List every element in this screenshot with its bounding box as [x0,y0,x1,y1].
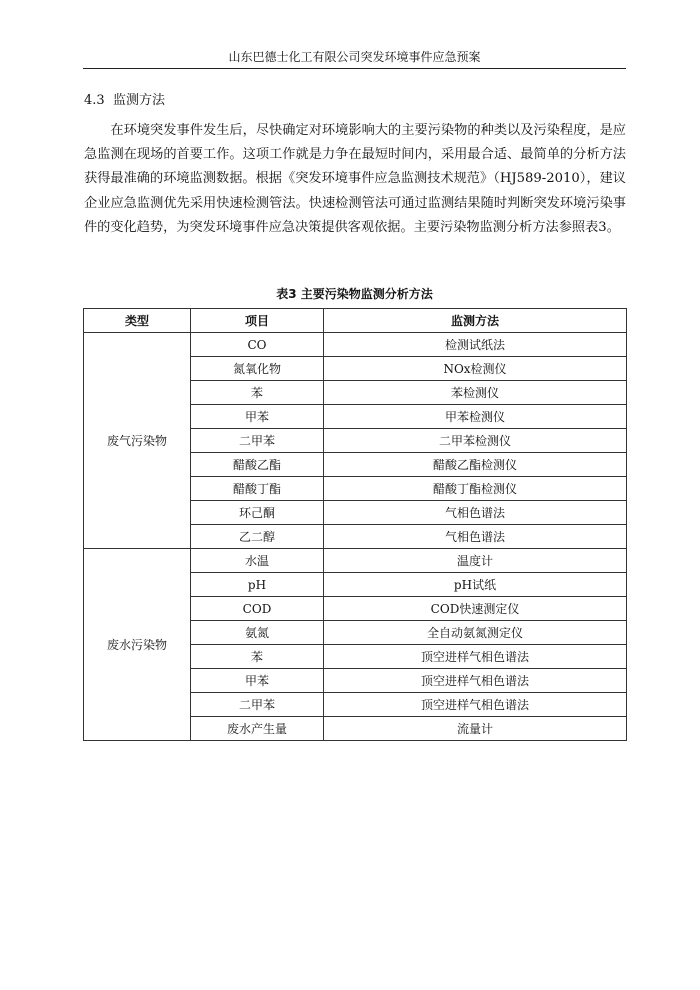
method-cell: 顶空进样气相色谱法 [324,693,627,717]
item-cell: 醋酸乙酯 [191,453,324,477]
section-heading [84,91,165,111]
method-cell: NOx检测仪 [324,357,627,381]
method-cell: 流量计 [324,717,627,741]
method-cell: 顶空进样气相色谱法 [324,669,627,693]
item-cell: 氮氧化物 [191,357,324,381]
column-header-type: 类型 [84,309,191,333]
column-header-item: 项目 [191,309,324,333]
item-cell: 甲苯 [191,405,324,429]
table-header-row [84,309,627,333]
method-cell: pH试纸 [324,573,627,597]
item-cell: 乙二醇 [191,525,324,549]
table-row [84,333,627,357]
item-cell: 甲苯 [191,669,324,693]
item-cell: 氨氮 [191,621,324,645]
item-cell: 废水产生量 [191,717,324,741]
method-cell: 二甲苯检测仪 [324,429,627,453]
method-cell: 全自动氨氮测定仪 [324,621,627,645]
item-cell: 醋酸丁酯 [191,477,324,501]
item-cell: 环己酮 [191,501,324,525]
group-type-cell: 废水污染物 [84,549,191,741]
table-caption: 表3 主要污染物监测分析方法 [276,287,433,301]
method-cell: 检测试纸法 [324,333,627,357]
monitoring-methods-table [83,308,627,741]
body-paragraph: 在环境突发事件发生后，尽快确定对环境影响大的主要污染物的种类以及污染程度，是应急监测在现场的首要工作。这项工作就是力争在最短时间内，采用最合适、最简单的分析方法获得最准确的环境监测数据。根据《突发环境事件应急监测技术规范》（HJ589-2010），建议企业应急监测优先采用快速检测管法。快速检测管法可通过监测结果随时判断突发环境污染事件的变化趋势，为突发环境事件应急决策提供客观依据。主要污染物监测分析方法参照表3。 [84,123,626,235]
group-type-cell: 废气污染物 [84,333,191,549]
method-cell: 甲苯检测仪 [324,405,627,429]
item-cell: CO [191,333,324,357]
method-cell: 醋酸丁酯检测仪 [324,477,627,501]
item-cell: 水温 [191,549,324,573]
item-cell: 苯 [191,381,324,405]
method-cell: COD快速测定仪 [324,597,627,621]
item-cell: COD [191,597,324,621]
method-cell: 温度计 [324,549,627,573]
method-cell: 醋酸乙酯检测仪 [324,453,627,477]
item-cell: 二甲苯 [191,429,324,453]
method-cell: 气相色谱法 [324,501,627,525]
section-title: 监测方法 [112,93,165,108]
method-cell: 苯检测仪 [324,381,627,405]
item-cell: 二甲苯 [191,693,324,717]
section-number: 4.3 [84,93,105,108]
table-row [84,549,627,573]
column-header-method: 监测方法 [324,309,627,333]
running-header: 山东巴德士化工有限公司突发环境事件应急预案 [228,50,481,64]
header-rule [83,68,626,69]
method-cell: 气相色谱法 [324,525,627,549]
item-cell: 苯 [191,645,324,669]
item-cell: pH [191,573,324,597]
method-cell: 顶空进样气相色谱法 [324,645,627,669]
